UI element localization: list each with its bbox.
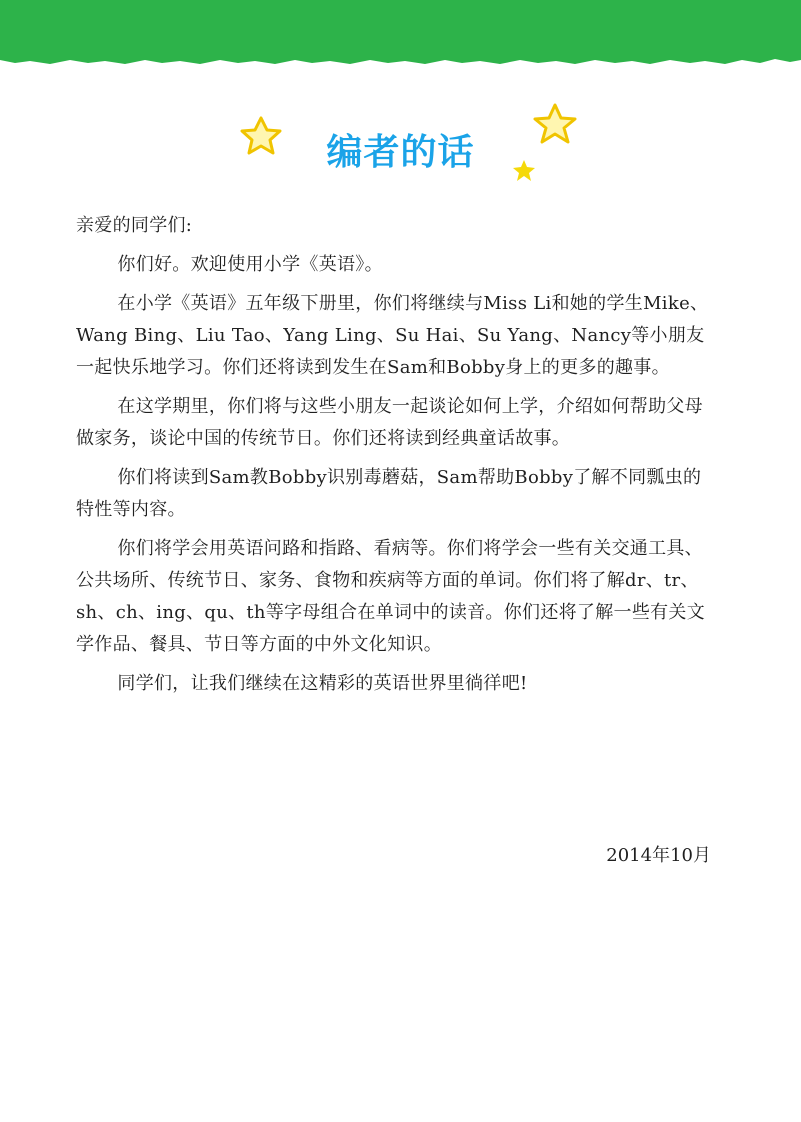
paragraph-closing: 同学们，让我们继续在这精彩的英语世界里徜徉吧! — [117, 673, 528, 694]
paragraph-characters: 在小学《英语》五年级下册里，你们将继续与Miss Li和她的学生Mike、Wang Bing、Liu Tao、Yang Ling、Su Hai、Su Yang、Nancy等小朋友一起快乐地学习。你们还将读到发生在Sam和Bobby身上的更多的趣事。 — [76, 293, 709, 378]
salutation: 亲爱的同学们: — [76, 215, 193, 236]
letter-body — [76, 210, 716, 707]
letter-date: 2014年10月 — [606, 845, 711, 866]
paragraph-stories: 你们将读到Sam教Bobby识别毒蘑菇，Sam帮助Bobby了解不同瓢虫的特性等内容。 — [76, 467, 702, 520]
paragraph-greeting: 你们好。欢迎使用小学《英语》。 — [117, 254, 383, 275]
paragraph-topics: 在这学期里，你们将与这些小朋友一起谈论如何上学，介绍如何帮助父母做家务，谈论中国的传统节日。你们还将读到经典童话故事。 — [76, 396, 703, 449]
paragraph-skills: 你们将学会用英语问路和指路、看病等。你们将学会一些有关交通工具、公共场所、传统节日、家务、食物和疾病等方面的单词。你们将了解dr、tr、sh、ch、ing、qu、th等字母组合在单词中的读音。你们还将了解一些有关文学作品、餐具、节日等方面的中外文化知识。 — [76, 538, 706, 655]
page-title: 编者的话 — [326, 132, 475, 173]
